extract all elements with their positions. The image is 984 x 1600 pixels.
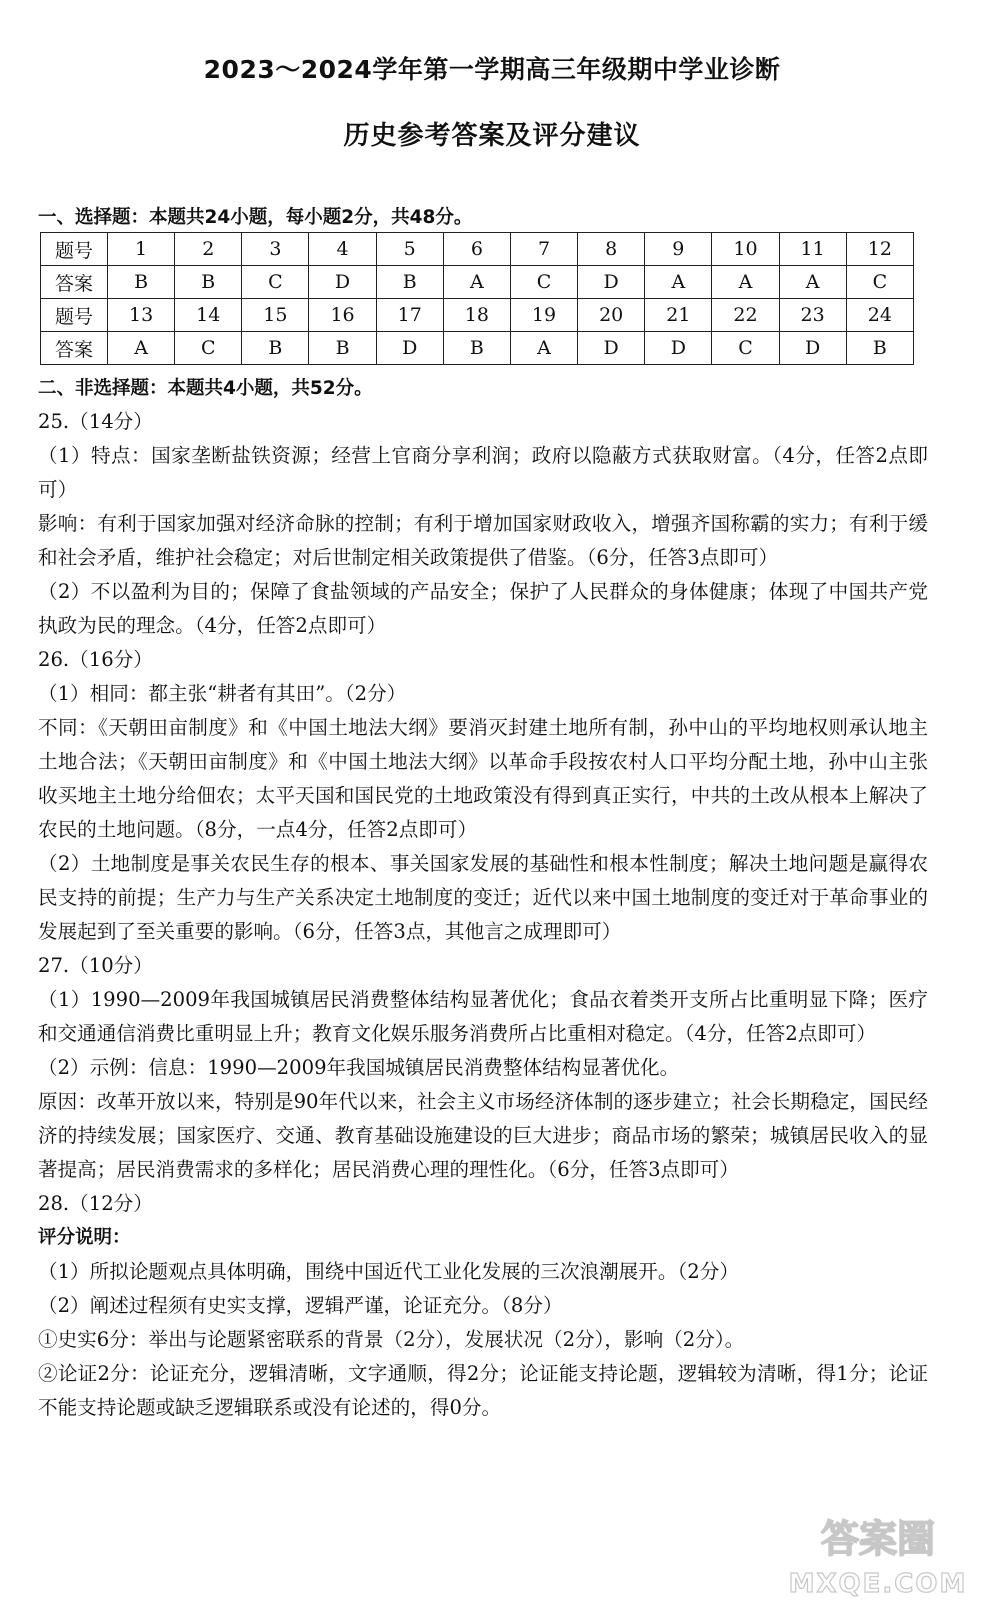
q28-part2: （2）阐述过程须有史实支撑，逻辑严谨，论证充分。（8分） xyxy=(38,1294,563,1317)
q25-part1-impact: 影响：有利于国家加强对经济命脉的控制；有利于增加国家财政收入，增强齐国称霸的实力；有利于缓和社会矛盾，维护社会稳定；对后世制定相关政策提供了借鉴。（6分，任答3点即可） xyxy=(38,512,928,569)
answer-cell: C xyxy=(712,332,779,365)
q28-argument: ②论证2分：论证充分，逻辑清晰，文字通顺，得2分；论证能支持论题，逻辑较为清晰，得1分；论证不能支持论题或缺乏逻辑联系或没有论述的，得0分。 xyxy=(38,1362,928,1419)
question-number-cell: 12 xyxy=(846,233,913,266)
section2-heading: 二、非选择题：本题共4小题，共52分。 xyxy=(38,378,373,399)
watermark-logo xyxy=(788,1508,968,1600)
answer-cell: C xyxy=(846,266,913,299)
q25-heading: 25.（14分） xyxy=(38,410,153,433)
question-number-row xyxy=(41,233,914,266)
q27-heading: 27.（10分） xyxy=(38,954,153,977)
answer-row xyxy=(41,332,914,365)
answer-table xyxy=(40,232,914,365)
question-number-cell: 14 xyxy=(175,299,242,332)
answer-cell: A xyxy=(510,332,577,365)
answer-cell: B xyxy=(108,266,175,299)
answer-cell: C xyxy=(175,332,242,365)
answer-cell: A xyxy=(712,266,779,299)
question-number-cell: 19 xyxy=(510,299,577,332)
answer-cell: C xyxy=(242,266,309,299)
answer-cell: A xyxy=(443,266,510,299)
q26-part1-diff: 不同：《天朝田亩制度》和《中国土地法大纲》要消灭封建土地所有制，孙中山的平均地权则承认地主土地合法；《天朝田亩制度》和《中国土地法大纲》以革命手段按农村人口平均分配土地，孙中山主张收买地主土地分给佃农；太平天国和国民党的土地政策没有得到真正实行，中共的土改从根本上解决了农民的土地问题。（8分，一点4分，任答2点即可） xyxy=(38,716,928,841)
question-number-cell: 13 xyxy=(108,299,175,332)
answer-cell: B xyxy=(376,266,443,299)
q27-part2-info: （2）示例：信息：1990—2009年我国城镇居民消费整体结构显著优化。 xyxy=(38,1056,680,1079)
answer-cell: D xyxy=(645,332,712,365)
q27-part1: （1）1990—2009年我国城镇居民消费整体结构显著优化；食品衣着类开支所占比重明显下降；医疗和交通通信消费比重明显上升；教育文化娱乐服务消费所占比重相对稳定。（4分，任答2点即可） xyxy=(38,988,928,1045)
question-number-cell: 6 xyxy=(443,233,510,266)
q26-heading: 26.（16分） xyxy=(38,648,153,671)
question-number-cell: 5 xyxy=(376,233,443,266)
question-number-cell: 8 xyxy=(578,233,645,266)
page-subtitle: 历史参考答案及评分建议 xyxy=(343,121,641,151)
watermark-url: MXQE.COM xyxy=(788,1569,968,1599)
question-number-cell: 11 xyxy=(779,233,846,266)
question-number-cell: 7 xyxy=(510,233,577,266)
question-number-cell: 22 xyxy=(712,299,779,332)
answer-row xyxy=(41,266,914,299)
question-number-cell: 3 xyxy=(242,233,309,266)
answer-cell: D xyxy=(309,266,376,299)
section1-heading: 一、选择题：本题共24小题，每小题2分，共48分。 xyxy=(38,207,473,228)
question-number-cell: 18 xyxy=(443,299,510,332)
answer-cell: A xyxy=(108,332,175,365)
answer-body xyxy=(38,405,928,1425)
page-title: 2023～2024学年第一学期高三年级期中学业诊断 xyxy=(203,55,781,84)
q25-part1-features: （1）特点：国家垄断盐铁资源；经营上官商分享利润；政府以隐蔽方式获取财富。（4分，任答2点即可） xyxy=(38,444,928,501)
answer-cell: D xyxy=(376,332,443,365)
answer-cell: D xyxy=(578,332,645,365)
answer-cell: B xyxy=(242,332,309,365)
question-number-cell: 24 xyxy=(846,299,913,332)
question-number-cell: 10 xyxy=(712,233,779,266)
question-number-cell: 1 xyxy=(108,233,175,266)
q25-part2: （2）不以盈利为目的；保障了食盐领域的产品安全；保护了人民群众的身体健康；体现了中国共产党执政为民的理念。（4分，任答2点即可） xyxy=(38,580,928,637)
row-label: 题号 xyxy=(41,299,108,332)
answer-cell: A xyxy=(779,266,846,299)
q28-heading: 28.（12分） xyxy=(38,1192,153,1215)
question-number-cell: 23 xyxy=(779,299,846,332)
row-label: 答案 xyxy=(41,266,108,299)
q26-part1-same: （1）相同：都主张“耕者有其田”。（2分） xyxy=(38,682,407,705)
question-number-cell: 2 xyxy=(175,233,242,266)
question-number-cell: 20 xyxy=(578,299,645,332)
question-number-cell: 4 xyxy=(309,233,376,266)
answer-cell: B xyxy=(846,332,913,365)
row-label: 答案 xyxy=(41,332,108,365)
q28-facts: ①史实6分：举出与论题紧密联系的背景（2分），发展状况（2分），影响（2分）。 xyxy=(38,1328,745,1351)
question-number-cell: 16 xyxy=(309,299,376,332)
answer-cell: B xyxy=(175,266,242,299)
question-number-cell: 21 xyxy=(645,299,712,332)
question-number-cell: 17 xyxy=(376,299,443,332)
answer-cell: D xyxy=(578,266,645,299)
q28-scoring-heading: 评分说明： xyxy=(38,1227,131,1248)
answer-cell: B xyxy=(443,332,510,365)
q28-part1: （1）所拟论题观点具体明确，围绕中国近代工业化发展的三次浪潮展开。（2分） xyxy=(38,1260,739,1283)
question-number-cell: 9 xyxy=(645,233,712,266)
answer-cell: D xyxy=(779,332,846,365)
answer-cell: A xyxy=(645,266,712,299)
watermark-text: 答案圈 xyxy=(820,1517,936,1561)
question-number-row xyxy=(41,299,914,332)
answer-cell: C xyxy=(510,266,577,299)
q27-part2-reasons: 原因：改革开放以来，特别是90年代以来，社会主义市场经济体制的逐步建立；社会长期稳定，国民经济的持续发展；国家医疗、交通、教育基础设施建设的巨大进步；商品市场的繁荣；城镇居民收入的显著提高；居民消费需求的多样化；居民消费心理的理性化。（6分，任答3点即可） xyxy=(38,1090,928,1181)
answer-cell: B xyxy=(309,332,376,365)
row-label: 题号 xyxy=(41,233,108,266)
question-number-cell: 15 xyxy=(242,299,309,332)
q26-part2: （2）土地制度是事关农民生存的根本、事关国家发展的基础性和根本性制度；解决土地问题是赢得农民支持的前提；生产力与生产关系决定土地制度的变迁；近代以来中国土地制度的变迁对于革命事业的发展起到了至关重要的影响。（6分，任答3点，其他言之成理即可） xyxy=(38,852,928,943)
